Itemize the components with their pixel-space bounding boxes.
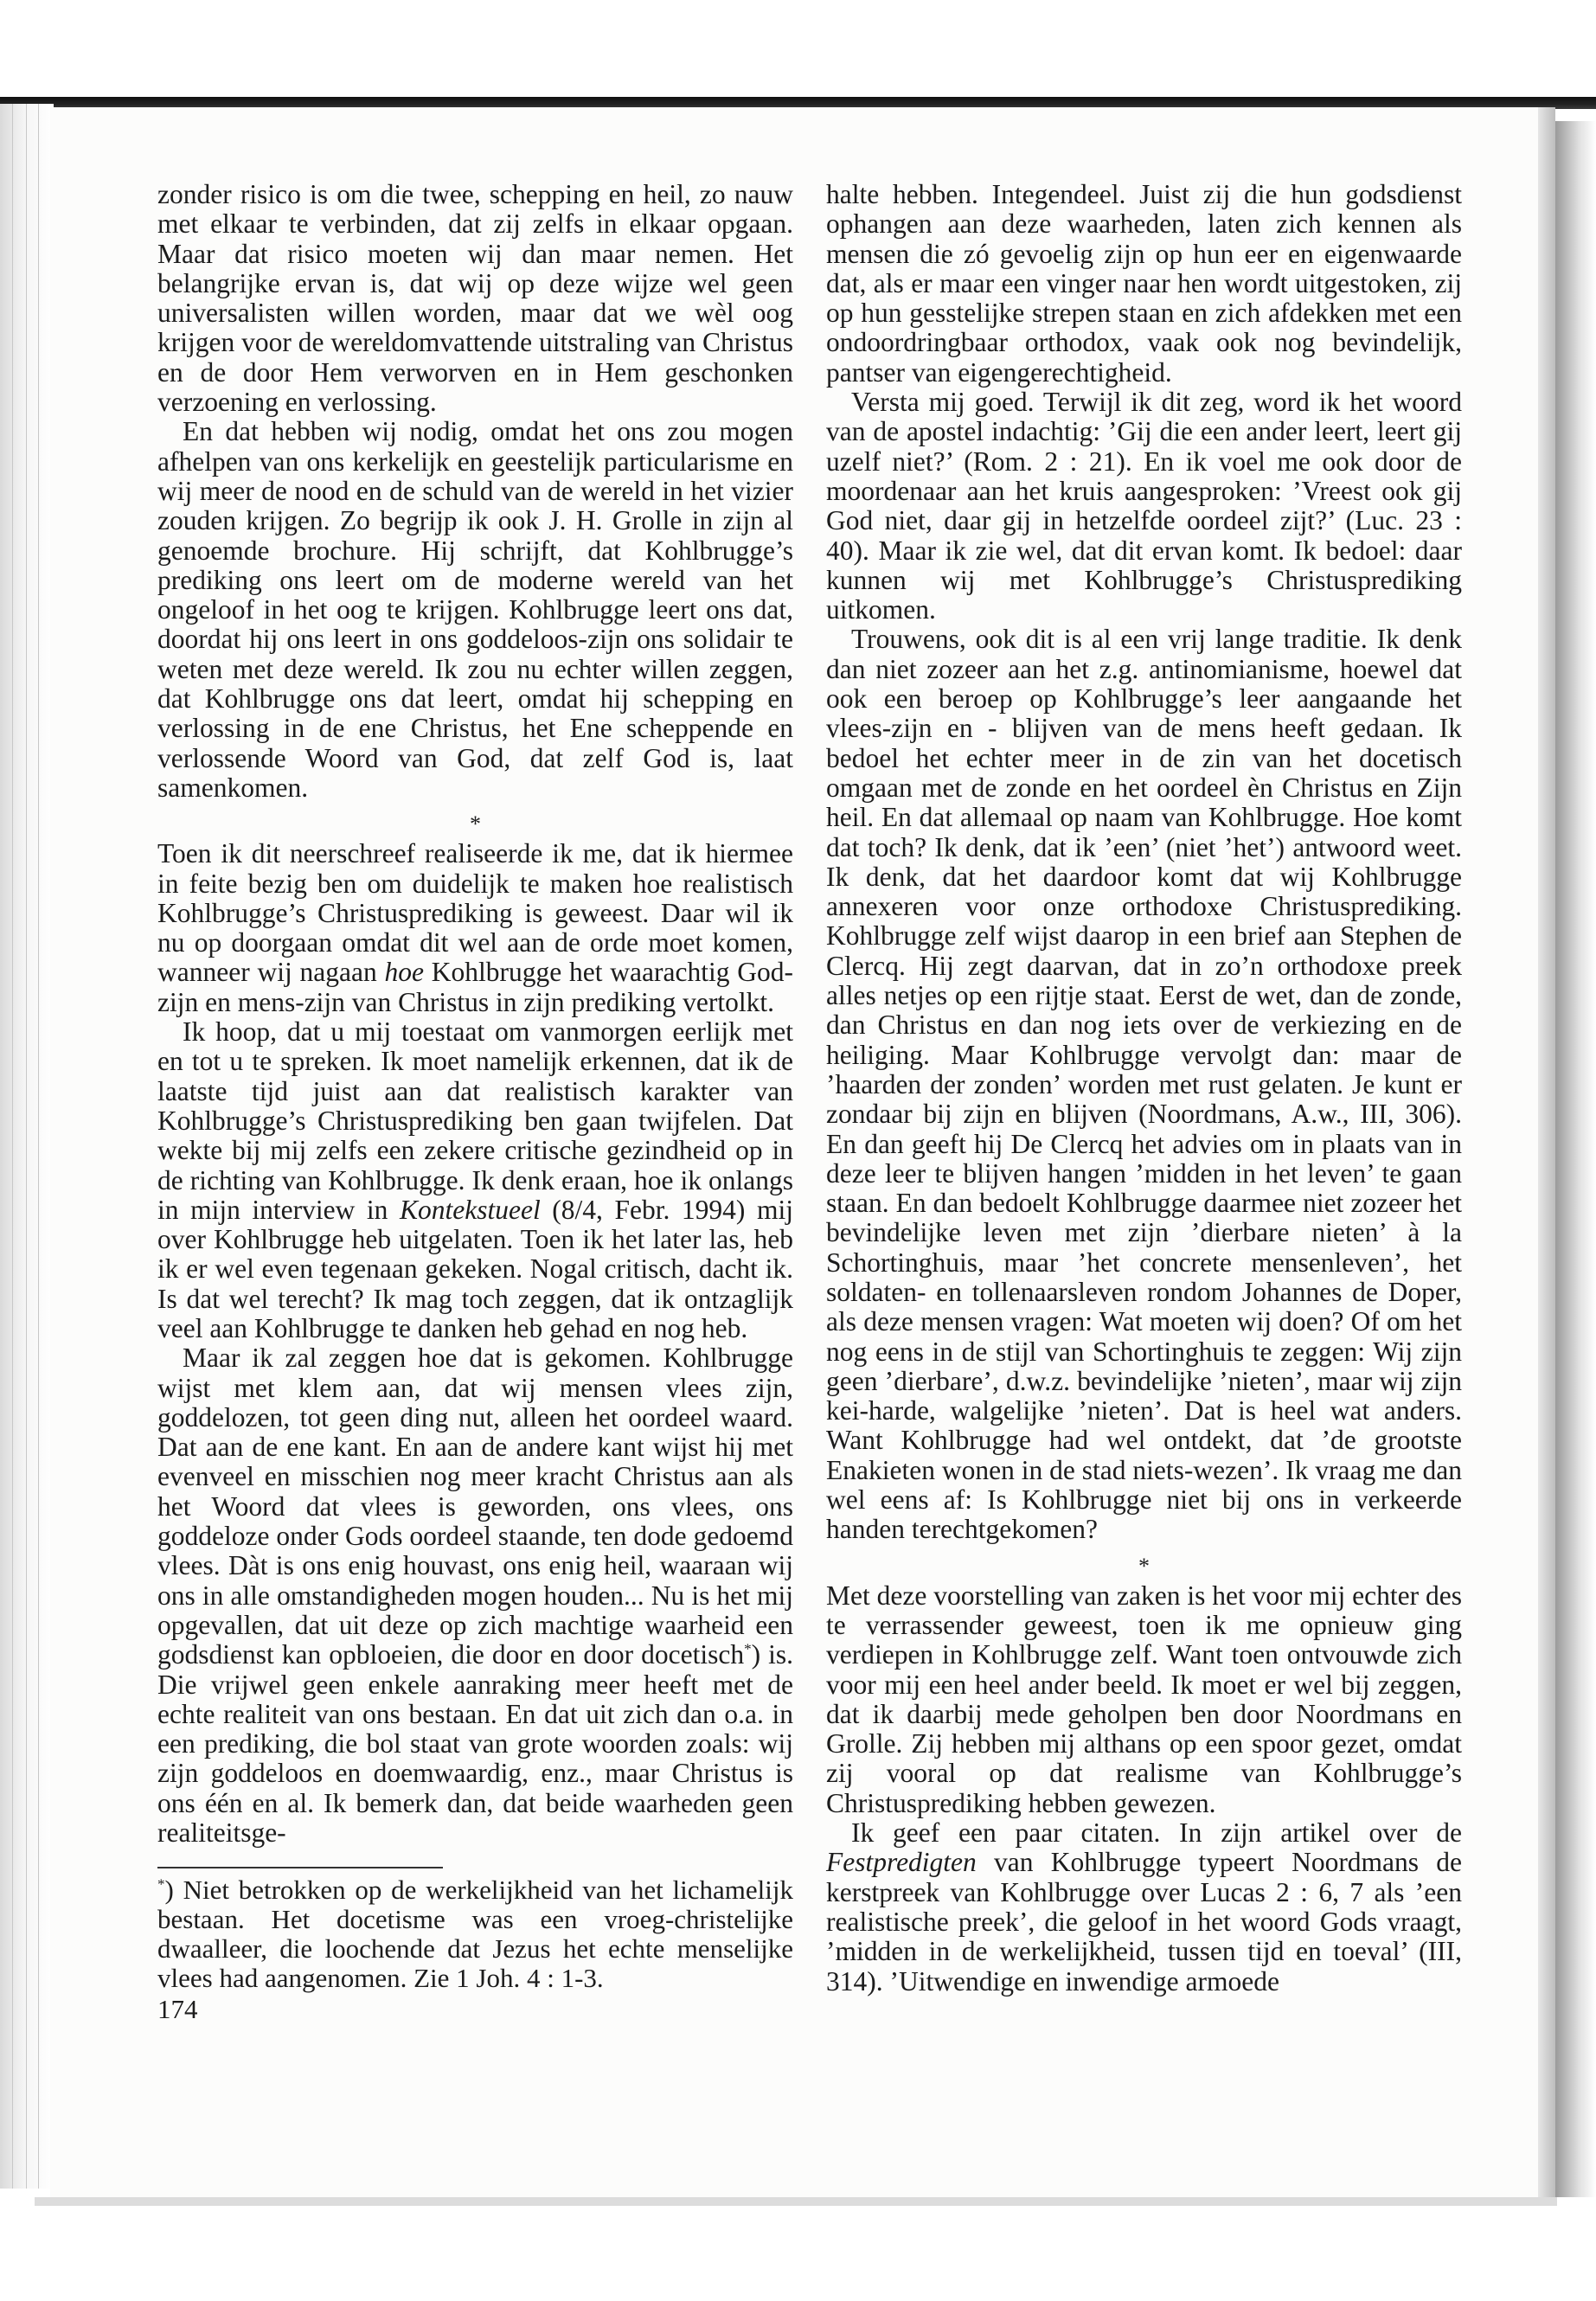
left-column [157, 180, 793, 2024]
emphasis: hoe [384, 957, 424, 988]
paragraph: Ik hoop, dat u mij toestaat om vanmorgen eerlijk met en tot u te spreken. Ik moet namelijk erkennen, dat ik de laatste tijd juist aan dat realistisch karakter van Kohlbrugge’s Christusprediking ben gaan twijfelen. Dat wekte bij mij zelfs een zekere critische gezindheid op in de richting van Kohlbrugge. Ik denk eraan, hoe ik onlangs in mijn interview in Kontekstueel (8/4, Febr. 1994) mij over Kohlbrugge heb uitgelaten. Toen ik het later las, heb ik er wel even tegenaan gekeken. Nogal critisch, dacht ik. Is dat wel terecht? Ik mag toch zeggen, dat ik ontzaglijk veel aan Kohlbrugge te danken heb gehad en nog heb. [157, 1016, 793, 1343]
book-title: Festpredigten [826, 1847, 977, 1878]
paragraph: Trouwens, ook dit is al een vrij lange traditie. Ik denk dan niet zozeer aan het z.g. antinomianisme, hoewel dat ook een beroep op Kohlbrugge’s leer aangaande het vlees-zijn en - blijven van de mens heeft gedaan. Ik bedoel het echter meer in de zin van het docetisch omgaan met de zonde en het oordeel èn Christus en Zijn heil. En dat allemaal op naam van Kohlbrugge. Hoe komt dat toch? Ik denk, dat ik ’een’ (niet ’het’) antwoord weet. Ik denk, dat het daardoor komt dat wij Kohlbrugge annexeren voor onze orthodoxe Christusprediking. Kohlbrugge zelf wijst daarop in een brief aan Stephen de Clercq. Hij zegt daarvan, dat in zo’n orthodoxe preek alles netjes op een rijtje staat. Eerst de wet, dan de zonde, dan Christus en dan nog iets over de verkiezing en de heiliging. Maar Kohlbrugge vervolgt dan: maar de ’haarden der zonden’ worden met rust gelaten. Je kunt er zondaar bij zijn en blijven (Noordmans, A.w., III, 306). En dan geeft hij De Clercq het advies om in plaats van in deze leer te blijven hangen ’midden in het leven’ te gaan staan. En dan bedoelt Kohlbrugge daarmee niet zozeer het bevindelijke leven met zijn ’dierbare nieten’ à la Schortinghuis, maar ’het concrete mensenleven’, het soldaten- en tollenaarsleven rondom Johannes de Doper, als deze mensen vragen: Wat moeten wij doen? Of om het nog eens in de stijl van Schortinghuis te zeggen: Wij zijn geen ’dierbare’, d.w.z. bevindelijke ’nieten’, maar wij zijn kei-harde, walgelijke ’nieten’. Dat is heel wat anders. Want Kohlbrugge had wel ontdekt, dat ’de grootste Enakieten wonen in de stad niets-wezen’. Ik vraag me dan wel eens af: Is Kohlbrugge niet bij ons in verkeerde handen terechtgekomen? [826, 624, 1462, 1545]
binding-line [26, 104, 27, 2189]
section-separator: * [1138, 1553, 1150, 1579]
journal-title: Kontekstueel [400, 1194, 541, 1225]
paragraph: halte hebben. Integendeel. Juist zij die hun godsdienst ophangen aan deze waarheden, laten zich kennen als mensen die zó gevoelig zijn op hun eer en eigenwaarde dat, als er maar een vinger naar hen wordt uitgestoken, zij op hun gesstelijke strepen staan en zich afdekken met een ondoordringbaar orthodox, vaak ook nog bevindelijk, pantser van eigengerechtigheid. [826, 179, 1462, 388]
paragraph: Toen ik dit neerschreef realiseerde ik me, dat ik hiermee in feite bezig ben om duidelijk te maken hoe realistisch Kohlbrugge’s Christusprediking is geweest. Daar wil ik nu op doorgaan omdat dit wel aan de orde moet komen, wanneer wij nagaan hoe Kohlbrugge het waarachtig God-zijn en mens-zijn van Christus in zijn prediking vertolkt. [157, 838, 793, 1017]
page-number: 174 [157, 1994, 198, 2025]
paragraph: En dat hebben wij nodig, omdat het ons zou mogen afhelpen van ons kerkelijk en geestelijk particularisme en wij meer de nood en de schuld van de wereld in het vizier zouden krijgen. Zo begrijp ik ook J. H. Grolle in zijn al genoemde brochure. Hij schrijft, dat Kohlbrugge’s prediking ons leert om de moderne wereld van het ongeloof in het oog te krijgen. Kohlbrugge leert ons dat, doordat hij ons leert in ons goddeloos-zijn ons solidair te weten met deze wereld. Ik zou nu echter willen zeggen, dat Kohlbrugge ons dat leert, omdat hij schepping en verlossing in de ene Christus, het Ene scheppende en verlossende Woord van God, dat zelf God is, laat samenkomen. [157, 416, 793, 803]
paragraph: Ik geef een paar citaten. In zijn artikel over de Festpredigten van Kohlbrugge typeert Noordmans de kerstpreek van Kohlbrugge over Lucas 2 : 6, 7 als ’een realistische preek’, die geloof in het woord Gods vraagt, ’midden in de werkelijkheid, tussen tijd en toeval’ (III, 314). ’Uitwendige en inwendige armoede [826, 1817, 1462, 1997]
page-right-edge [1538, 107, 1555, 2202]
paragraph: zonder risico is om die twee, schepping en heil, zo nauw met elkaar te verbinden, dat zij zelfs in elkaar opgaan. Maar dat risico moeten wij dan maar nemen. Het belangrijke ervan is, dat wij op deze wijze wel geen universalisten willen worden, maar dat we wèl oog krijgen voor de wereldomvattende uitstraling van Christus en de door Hem verworven en in Hem geschonken verzoening en verlossing. [157, 179, 793, 418]
section-separator: * [470, 811, 481, 837]
binding-line [38, 104, 39, 2189]
footnote-rule [157, 1867, 443, 1868]
paragraph: Versta mij goed. Terwijl ik dit zeg, word ik het woord van de apostel indachtig: ’Gij die een ander leert, leert gij uzelf niet?’ (Rom. 2 : 21). En ik voel me ook door de moordenaar aan het kruis aangesproken: ’Vreest ook gij God niet, daar gij in hetzelfde oordeel zijt?’ (Luc. 23 : 40). Maar ik zie wel, dat dit ervan komt. Ik bedoel: daar kunnen wij met Kohlbrugge’s Christusprediking uitkomen. [826, 387, 1462, 625]
paragraph: Met deze voorstelling van zaken is het voor mij echter des te verrassender geweest, toen ik me opnieuw ging verdiepen in Kohlbrugge zelf. Want toen ontvouwde zich voor mij een heel ander beeld. Ik moet er wel bij zeggen, dat ik daarbij mede geholpen ben door Noordmans en Grolle. Zij hebben mij althans op een spoor gezet, omdat zij vooral op dat realisme van Kohlbrugge’s Christusprediking hebben gewezen. [826, 1580, 1462, 1818]
footnote-marker: * [744, 1640, 752, 1657]
paragraph: Maar ik zal zeggen hoe dat is gekomen. Kohlbrugge wijst met klem aan, dat wij mensen vlees zijn, goddelozen, tot geen ding nut, alleen het oordeel waard. Dat aan de ene kant. En aan de andere kant wijst hij met evenveel en misschien nog meer kracht Christus aan als het Woord dat vlees is geworden, ons vlees, ons goddeloze onder Gods oordeel staande, ten dode gedoemd vlees. Dàt is ons enig houvast, ons enig heil, waaraan wij ons in alle omstandigheden mogen houden... Nu is het mij opgevallen, dat uit deze op zich machtige waarheid een godsdienst kan opbloeien, die door en door docetisch*) is. Die vrijwel geen enkele aanraking meer heeft met de echte realiteit van ons bestaan. En dat uit zich dan o.a. in een prediking, die bol staat van grote woorden zoals: wij zijn goddeloos en doemwaardig, enz., maar Christus is ons één en al. Ik bemerk dan, dat beide waarheden geen realiteitsge- [157, 1343, 794, 1849]
book-binding-edge [0, 104, 54, 2189]
scan-background-top [0, 0, 1596, 102]
right-column [826, 180, 1462, 1997]
footnote-marker: * [157, 1876, 165, 1893]
page-bottom-edge [35, 2197, 1557, 2206]
next-page-shadow [1555, 121, 1596, 2197]
binding-line [12, 104, 13, 2189]
footnote: *) Niet betrokken op de werkelijkheid van het lichamelijk bestaan. Het docetisme was een vroeg-christelijke dwaalleer, die loochende dat Jezus het echte menselijke vlees had aangenomen. Zie 1 Joh. 4 : 1-3. [157, 1875, 793, 1994]
